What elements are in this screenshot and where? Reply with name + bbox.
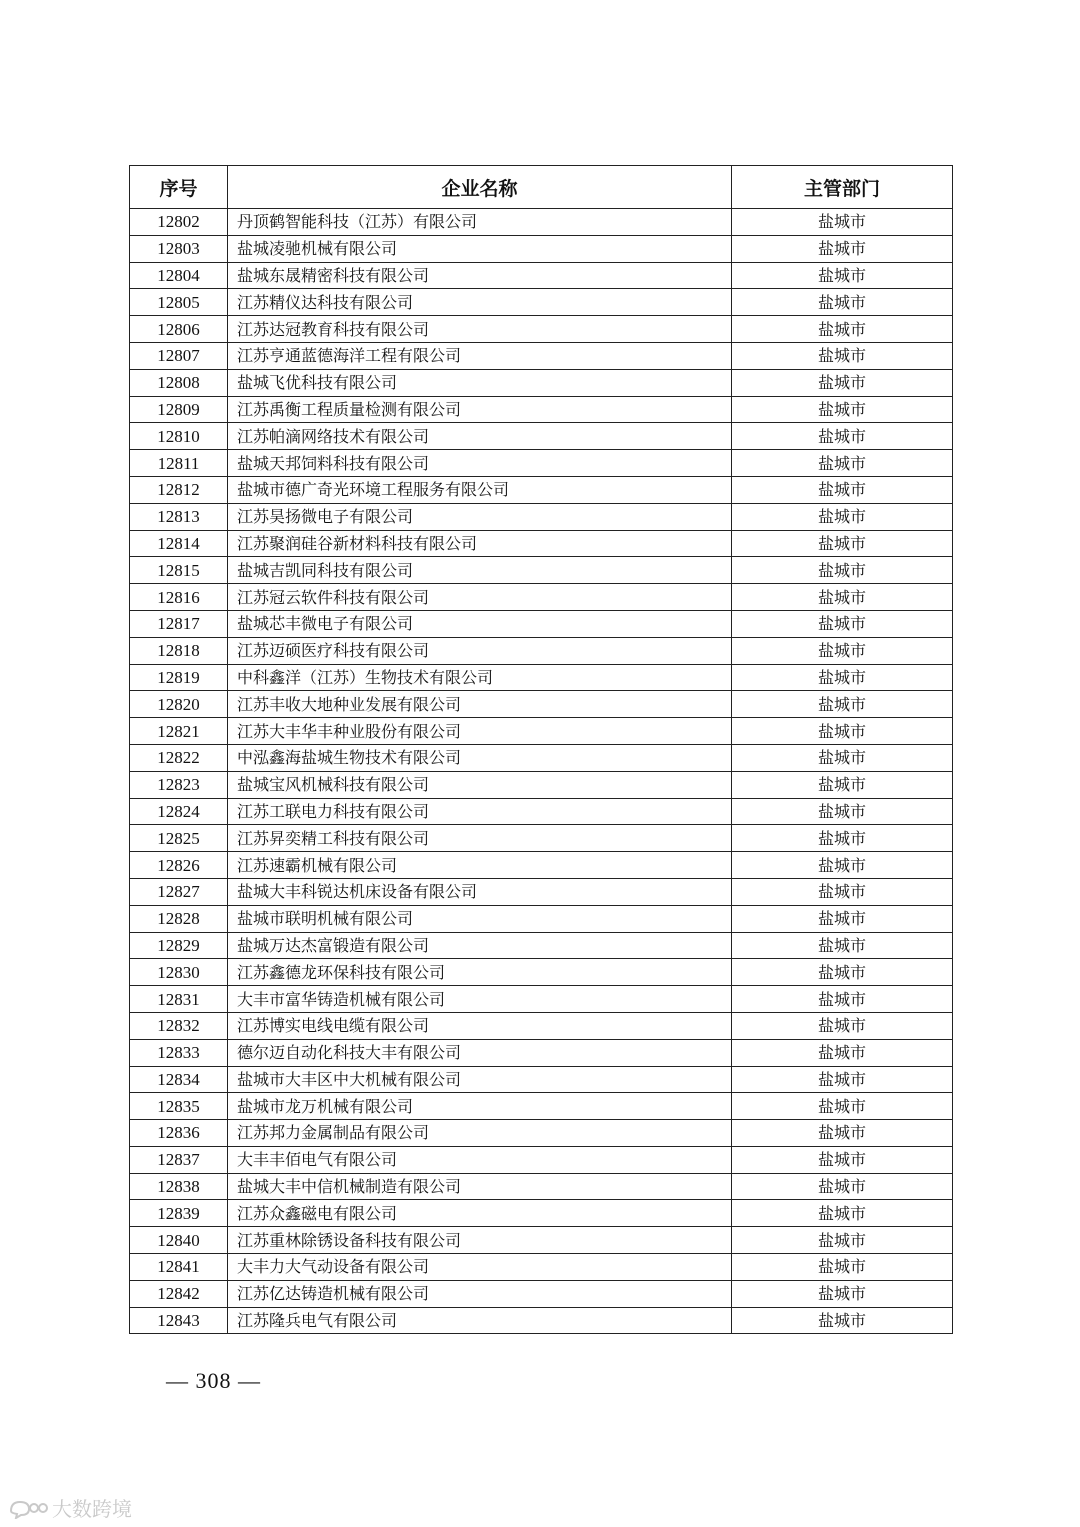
cell-seq: 12837 — [130, 1146, 228, 1173]
cell-name: 盐城凌驰机械有限公司 — [228, 235, 732, 262]
cell-dept: 盐城市 — [732, 1227, 953, 1254]
cell-seq: 12833 — [130, 1039, 228, 1066]
cell-dept: 盐城市 — [732, 1093, 953, 1120]
table-row — [130, 852, 953, 879]
cell-name: 盐城市大丰区中大机械有限公司 — [228, 1066, 732, 1093]
cell-seq: 12810 — [130, 423, 228, 450]
cell-seq: 12824 — [130, 798, 228, 825]
cell-name: 中科鑫洋（江苏）生物技术有限公司 — [228, 664, 732, 691]
cell-seq: 12808 — [130, 369, 228, 396]
table-row — [130, 476, 953, 503]
cell-dept: 盐城市 — [732, 369, 953, 396]
cell-name: 江苏迈硕医疗科技有限公司 — [228, 637, 732, 664]
cell-seq: 12819 — [130, 664, 228, 691]
cell-dept: 盐城市 — [732, 476, 953, 503]
table-row — [130, 423, 953, 450]
cell-name: 江苏亨通蓝德海洋工程有限公司 — [228, 342, 732, 369]
cell-dept: 盐城市 — [732, 1307, 953, 1334]
cell-dept: 盐城市 — [732, 423, 953, 450]
cell-name: 江苏工联电力科技有限公司 — [228, 798, 732, 825]
cell-seq: 12823 — [130, 771, 228, 798]
cell-seq: 12802 — [130, 209, 228, 236]
table-row — [130, 798, 953, 825]
cell-name: 江苏重林除锈设备科技有限公司 — [228, 1227, 732, 1254]
cell-dept: 盐城市 — [732, 852, 953, 879]
header-name: 企业名称 — [228, 166, 732, 209]
cell-name: 大丰丰佰电气有限公司 — [228, 1146, 732, 1173]
cell-name: 盐城芯丰微电子有限公司 — [228, 610, 732, 637]
cell-seq: 12815 — [130, 557, 228, 584]
table-row — [130, 664, 953, 691]
cell-dept: 盐城市 — [732, 450, 953, 477]
header-dept: 主管部门 — [732, 166, 953, 209]
cell-dept: 盐城市 — [732, 1120, 953, 1147]
cell-name: 江苏丰收大地种业发展有限公司 — [228, 691, 732, 718]
table-row — [130, 530, 953, 557]
cell-name: 江苏隆兵电气有限公司 — [228, 1307, 732, 1334]
cell-seq: 12806 — [130, 316, 228, 343]
cell-seq: 12813 — [130, 503, 228, 530]
watermark-text: 大数跨境 — [52, 1497, 132, 1521]
cell-name: 江苏鑫德龙环保科技有限公司 — [228, 959, 732, 986]
cell-name: 盐城宝风机械科技有限公司 — [228, 771, 732, 798]
cell-seq: 12830 — [130, 959, 228, 986]
table-row — [130, 1227, 953, 1254]
table-row — [130, 1012, 953, 1039]
cell-dept: 盐城市 — [732, 905, 953, 932]
table-row — [130, 262, 953, 289]
cell-dept: 盐城市 — [732, 1200, 953, 1227]
table-row — [130, 396, 953, 423]
table-row — [130, 744, 953, 771]
cell-seq: 12809 — [130, 396, 228, 423]
table-body — [130, 209, 953, 1334]
table-row — [130, 1039, 953, 1066]
cell-seq: 12835 — [130, 1093, 228, 1120]
page-number: — 308 — — [166, 1368, 261, 1393]
cell-name: 江苏众鑫磁电有限公司 — [228, 1200, 732, 1227]
cell-seq: 12828 — [130, 905, 228, 932]
cell-dept: 盐城市 — [732, 1066, 953, 1093]
cell-seq: 12843 — [130, 1307, 228, 1334]
table-row — [130, 905, 953, 932]
table-row — [130, 959, 953, 986]
cell-name: 丹顶鹤智能科技（江苏）有限公司 — [228, 209, 732, 236]
cell-dept: 盐城市 — [732, 959, 953, 986]
cell-seq: 12811 — [130, 450, 228, 477]
cell-seq: 12840 — [130, 1227, 228, 1254]
cell-name: 盐城万达杰富锻造有限公司 — [228, 932, 732, 959]
cell-name: 江苏博实电线电缆有限公司 — [228, 1012, 732, 1039]
cell-seq: 12836 — [130, 1120, 228, 1147]
table-row — [130, 1200, 953, 1227]
cell-name: 江苏禹衡工程质量检测有限公司 — [228, 396, 732, 423]
table-header-row — [130, 166, 953, 209]
table-row — [130, 932, 953, 959]
cell-seq: 12804 — [130, 262, 228, 289]
cell-seq: 12825 — [130, 825, 228, 852]
table-row — [130, 986, 953, 1013]
cell-dept: 盐城市 — [732, 289, 953, 316]
watermark — [8, 1493, 132, 1522]
chat-bubble-icon — [8, 1497, 48, 1519]
table-row — [130, 878, 953, 905]
table-row — [130, 584, 953, 611]
cell-dept: 盐城市 — [732, 530, 953, 557]
cell-dept: 盐城市 — [732, 798, 953, 825]
cell-seq: 12805 — [130, 289, 228, 316]
cell-seq: 12827 — [130, 878, 228, 905]
cell-seq: 12832 — [130, 1012, 228, 1039]
cell-dept: 盐城市 — [732, 209, 953, 236]
table-row — [130, 771, 953, 798]
cell-seq: 12821 — [130, 718, 228, 745]
cell-dept: 盐城市 — [732, 986, 953, 1013]
cell-seq: 12816 — [130, 584, 228, 611]
cell-name: 江苏亿达铸造机械有限公司 — [228, 1280, 732, 1307]
cell-seq: 12842 — [130, 1280, 228, 1307]
cell-name: 盐城东晟精密科技有限公司 — [228, 262, 732, 289]
cell-name: 大丰力大气动设备有限公司 — [228, 1254, 732, 1281]
table-row — [130, 289, 953, 316]
cell-dept: 盐城市 — [732, 691, 953, 718]
cell-dept: 盐城市 — [732, 1280, 953, 1307]
table-row — [130, 1120, 953, 1147]
cell-seq: 12812 — [130, 476, 228, 503]
table-row — [130, 316, 953, 343]
cell-name: 盐城市龙万机械有限公司 — [228, 1093, 732, 1120]
cell-name: 盐城吉凯同科技有限公司 — [228, 557, 732, 584]
cell-dept: 盐城市 — [732, 503, 953, 530]
table-row — [130, 637, 953, 664]
table-row — [130, 1146, 953, 1173]
cell-name: 江苏聚润硅谷新材料科技有限公司 — [228, 530, 732, 557]
cell-name: 大丰市富华铸造机械有限公司 — [228, 986, 732, 1013]
cell-dept: 盐城市 — [732, 718, 953, 745]
cell-dept: 盐城市 — [732, 316, 953, 343]
cell-seq: 12817 — [130, 610, 228, 637]
cell-dept: 盐城市 — [732, 1254, 953, 1281]
table-row — [130, 235, 953, 262]
cell-seq: 12831 — [130, 986, 228, 1013]
cell-seq: 12803 — [130, 235, 228, 262]
cell-name: 盐城飞优科技有限公司 — [228, 369, 732, 396]
cell-name: 江苏大丰华丰种业股份有限公司 — [228, 718, 732, 745]
cell-dept: 盐城市 — [732, 637, 953, 664]
cell-name: 盐城市联明机械有限公司 — [228, 905, 732, 932]
cell-dept: 盐城市 — [732, 771, 953, 798]
cell-name: 江苏精仪达科技有限公司 — [228, 289, 732, 316]
cell-seq: 12818 — [130, 637, 228, 664]
table-row — [130, 1066, 953, 1093]
cell-dept: 盐城市 — [732, 1146, 953, 1173]
cell-name: 江苏速霸机械有限公司 — [228, 852, 732, 879]
cell-dept: 盐城市 — [732, 1012, 953, 1039]
cell-name: 江苏冠云软件科技有限公司 — [228, 584, 732, 611]
cell-seq: 12839 — [130, 1200, 228, 1227]
cell-seq: 12807 — [130, 342, 228, 369]
cell-dept: 盐城市 — [732, 342, 953, 369]
cell-name: 江苏帕滴网络技术有限公司 — [228, 423, 732, 450]
cell-dept: 盐城市 — [732, 664, 953, 691]
cell-name: 德尔迈自动化科技大丰有限公司 — [228, 1039, 732, 1066]
table-row — [130, 450, 953, 477]
header-seq: 序号 — [130, 166, 228, 209]
cell-dept: 盐城市 — [732, 262, 953, 289]
cell-seq: 12826 — [130, 852, 228, 879]
cell-seq: 12838 — [130, 1173, 228, 1200]
cell-dept: 盐城市 — [732, 744, 953, 771]
enterprise-table — [129, 165, 953, 1334]
cell-name: 盐城天邦饲料科技有限公司 — [228, 450, 732, 477]
cell-dept: 盐城市 — [732, 1039, 953, 1066]
table-row — [130, 691, 953, 718]
cell-dept: 盐城市 — [732, 584, 953, 611]
cell-seq: 12834 — [130, 1066, 228, 1093]
cell-name: 江苏达冠教育科技有限公司 — [228, 316, 732, 343]
cell-seq: 12822 — [130, 744, 228, 771]
cell-seq: 12814 — [130, 530, 228, 557]
cell-name: 江苏邦力金属制品有限公司 — [228, 1120, 732, 1147]
table-row — [130, 825, 953, 852]
cell-dept: 盐城市 — [732, 610, 953, 637]
cell-dept: 盐城市 — [732, 878, 953, 905]
table-row — [130, 1173, 953, 1200]
cell-name: 盐城大丰中信机械制造有限公司 — [228, 1173, 732, 1200]
table-row — [130, 1254, 953, 1281]
table-row — [130, 342, 953, 369]
table-row — [130, 1280, 953, 1307]
cell-dept: 盐城市 — [732, 235, 953, 262]
table-row — [130, 610, 953, 637]
cell-dept: 盐城市 — [732, 396, 953, 423]
cell-name: 盐城大丰科锐达机床设备有限公司 — [228, 878, 732, 905]
table-row — [130, 718, 953, 745]
cell-seq: 12829 — [130, 932, 228, 959]
cell-dept: 盐城市 — [732, 825, 953, 852]
cell-dept: 盐城市 — [732, 557, 953, 584]
cell-seq: 12820 — [130, 691, 228, 718]
cell-name: 中泓鑫海盐城生物技术有限公司 — [228, 744, 732, 771]
cell-dept: 盐城市 — [732, 1173, 953, 1200]
enterprise-table-container — [129, 165, 952, 1334]
table-row — [130, 369, 953, 396]
cell-dept: 盐城市 — [732, 932, 953, 959]
table-row — [130, 503, 953, 530]
cell-name: 江苏昇奕精工科技有限公司 — [228, 825, 732, 852]
table-row — [130, 1307, 953, 1334]
table-row — [130, 557, 953, 584]
cell-name: 盐城市德广奇光环境工程服务有限公司 — [228, 476, 732, 503]
cell-name: 江苏昊扬微电子有限公司 — [228, 503, 732, 530]
cell-seq: 12841 — [130, 1254, 228, 1281]
table-row — [130, 209, 953, 236]
table-row — [130, 1093, 953, 1120]
